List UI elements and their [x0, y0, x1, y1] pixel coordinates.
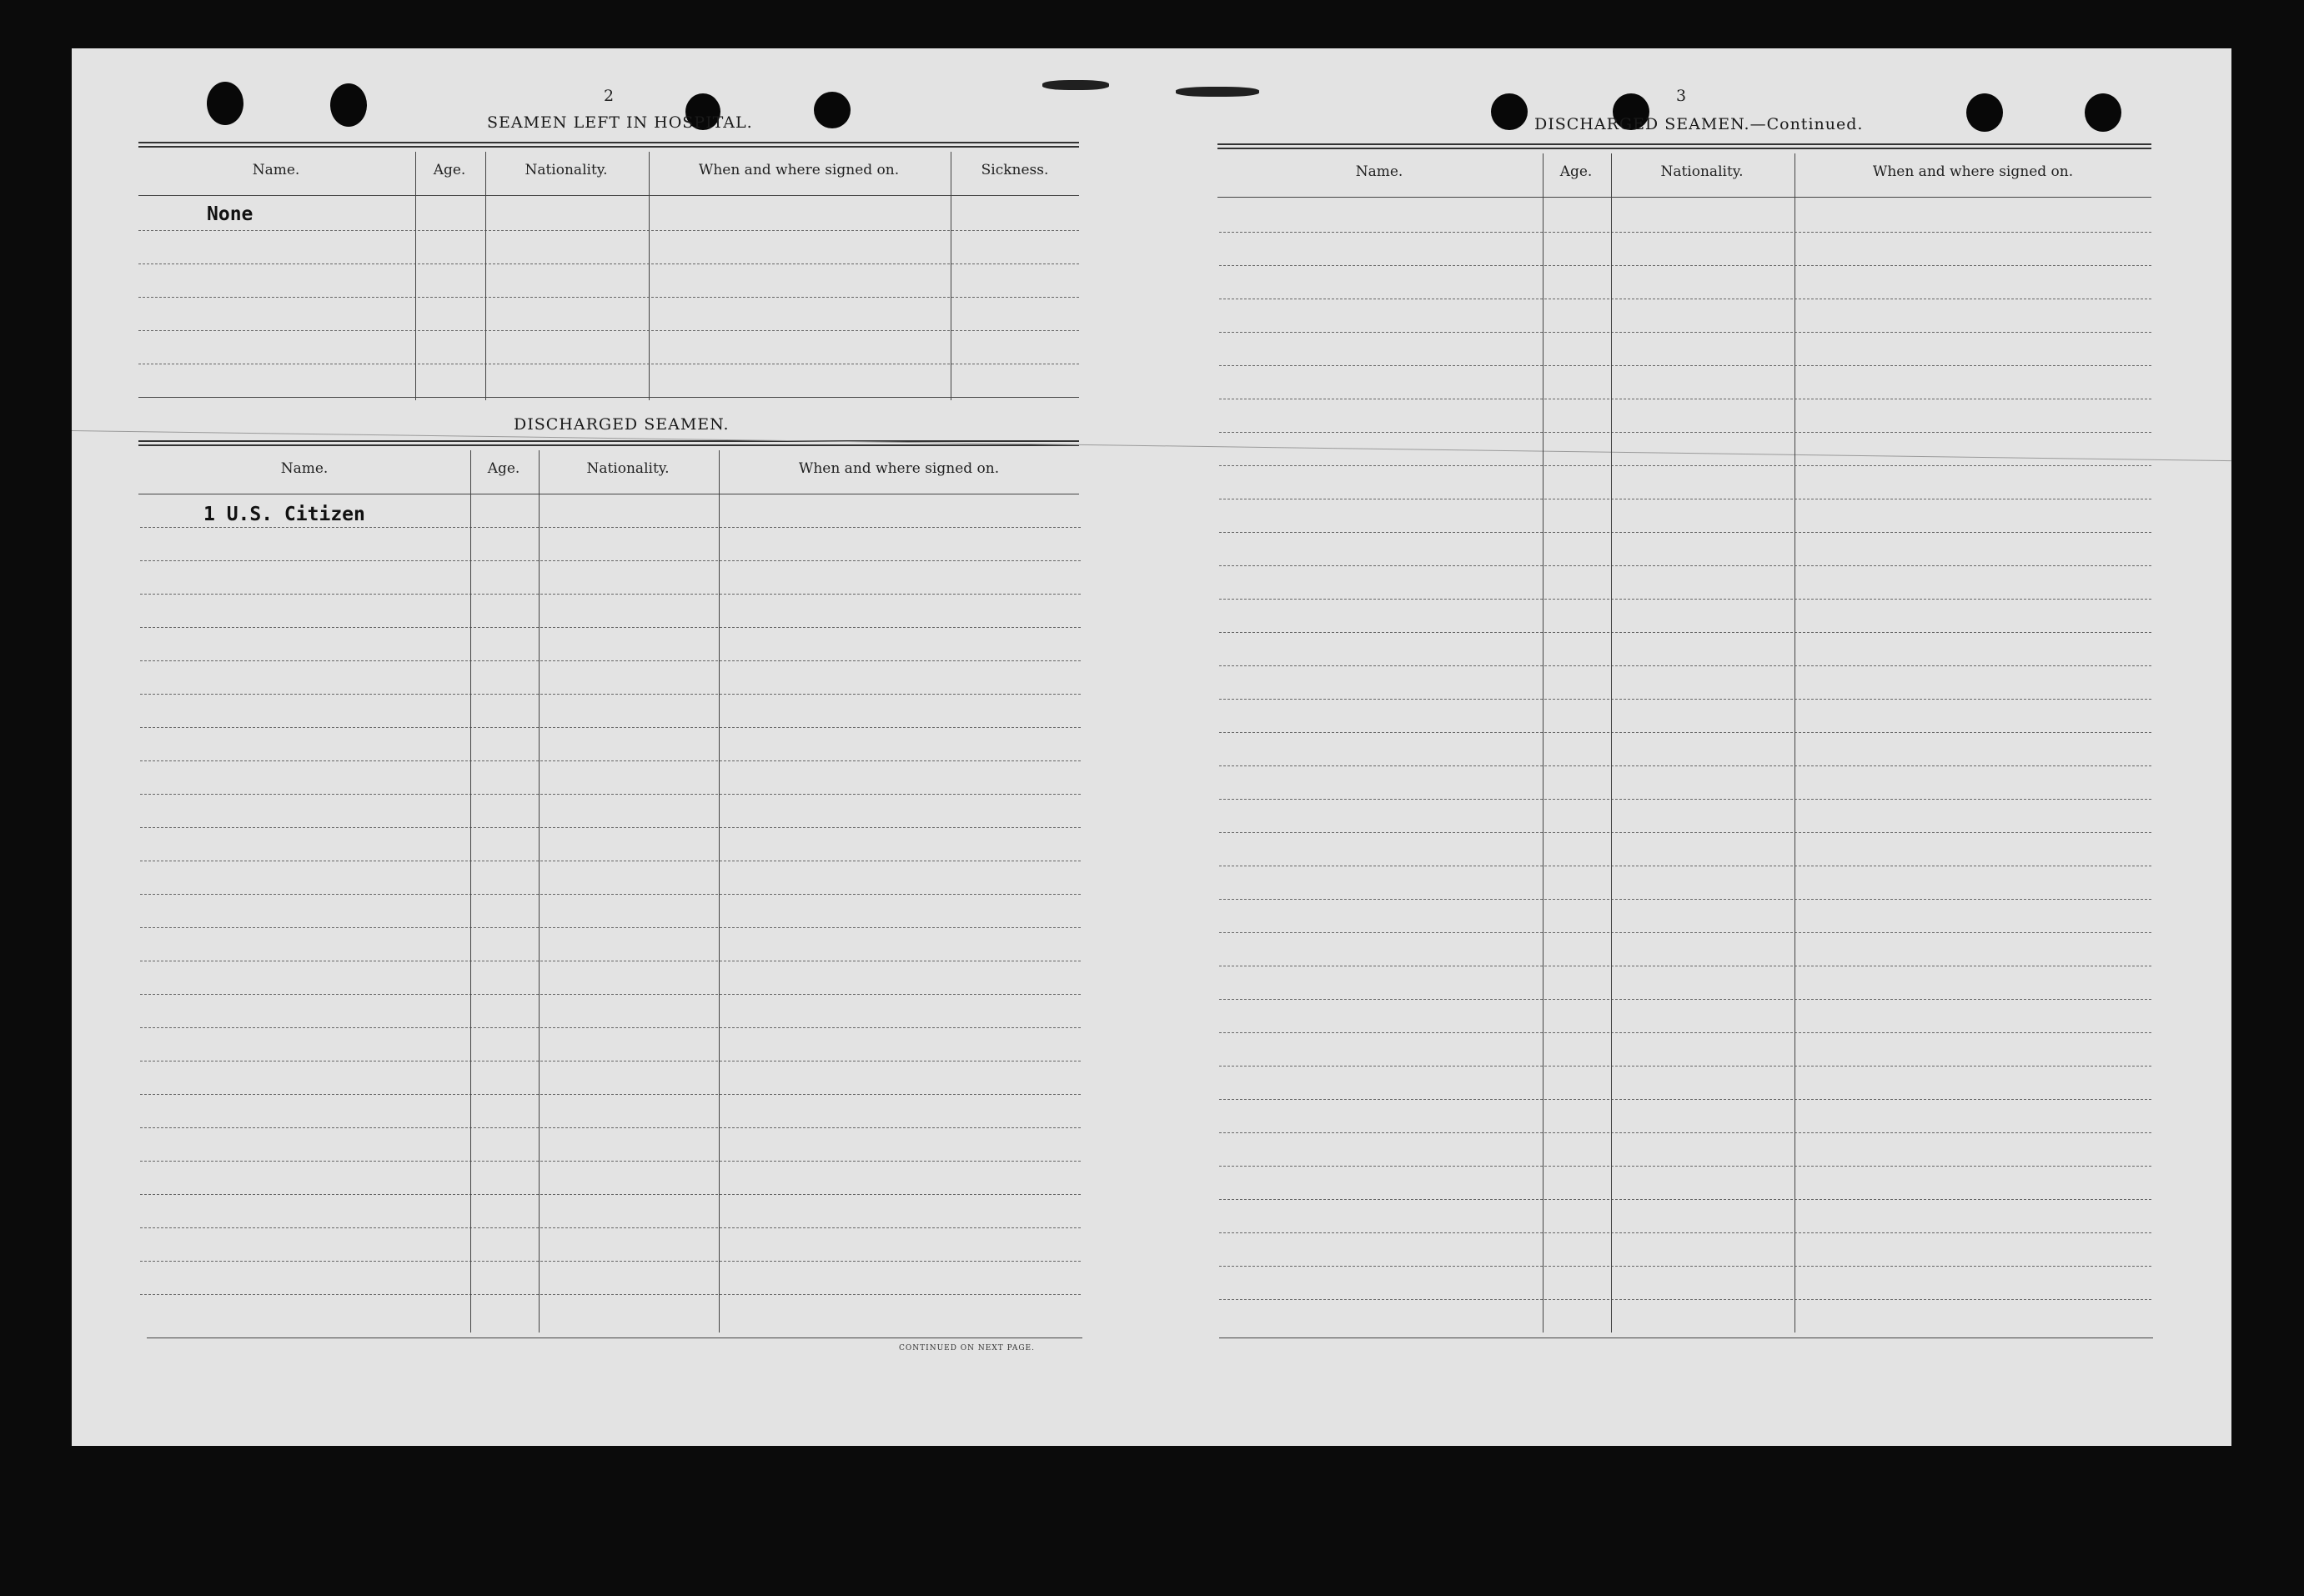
- row-rule: [1219, 565, 2151, 566]
- discharged-section-title: DISCHARGED SEAMEN.: [514, 415, 730, 434]
- ink-smudge: [1042, 80, 1109, 90]
- row-rule: [140, 1194, 1081, 1195]
- row-rule: [1219, 799, 2151, 800]
- right-section-title: DISCHARGED SEAMEN.—Continued.: [1534, 115, 1864, 133]
- punch-hole: [1966, 93, 2003, 132]
- column-divider: [539, 450, 540, 1333]
- hospital-bottom-rule: [138, 397, 1079, 398]
- right-col-signed-on: When and where signed on.: [1872, 163, 2074, 180]
- hospital-table-top-rule: [138, 142, 1079, 148]
- row-rule: [140, 1294, 1081, 1295]
- column-divider: [649, 152, 650, 400]
- row-rule: [138, 297, 1079, 298]
- row-rule: [140, 660, 1081, 661]
- row-rule: [1219, 432, 2151, 433]
- row-rule: [1219, 599, 2151, 600]
- discharged-col-signed-on: When and where signed on.: [798, 460, 1000, 477]
- row-rule: [1219, 1166, 2151, 1167]
- row-rule: [1219, 265, 2151, 266]
- row-rule: [1219, 999, 2151, 1000]
- continued-footer: CONTINUED ON NEXT PAGE.: [899, 1344, 1035, 1353]
- right-col-age: Age.: [1559, 163, 1593, 180]
- punch-hole: [330, 83, 367, 127]
- row-rule: [1219, 1032, 2151, 1033]
- hospital-section-title: SEAMEN LEFT IN HOSPITAL.: [487, 113, 753, 132]
- row-rule: [1219, 365, 2151, 366]
- right-header-rule: [1217, 197, 2151, 198]
- page-number-right: 3: [1676, 87, 1687, 105]
- column-divider: [1611, 153, 1612, 1333]
- discharged-col-age: Age.: [487, 460, 520, 477]
- hospital-col-sickness: Sickness.: [981, 162, 1049, 178]
- punch-hole: [1491, 93, 1528, 130]
- hospital-col-age: Age.: [433, 162, 466, 178]
- row-rule: [140, 927, 1081, 928]
- discharged-col-nationality: Nationality.: [586, 460, 670, 477]
- discharged-col-name: Name.: [280, 460, 329, 477]
- row-rule: [140, 1161, 1081, 1162]
- row-rule: [1219, 332, 2151, 333]
- row-rule: [1219, 532, 2151, 533]
- row-rule: [140, 827, 1081, 828]
- row-rule: [140, 527, 1081, 528]
- row-rule: [138, 330, 1079, 331]
- column-divider: [415, 152, 416, 400]
- right-col-nationality: Nationality.: [1660, 163, 1744, 180]
- row-rule: [138, 263, 1079, 264]
- row-rule: [1219, 632, 2151, 633]
- ledger-sheet: [72, 48, 2231, 1446]
- row-rule: [1219, 1266, 2151, 1267]
- row-rule: [140, 594, 1081, 595]
- column-divider: [719, 450, 720, 1333]
- row-rule: [140, 994, 1081, 995]
- hospital-col-nationality: Nationality.: [525, 162, 608, 178]
- row-rule: [1219, 699, 2151, 700]
- row-rule: [1219, 899, 2151, 900]
- ink-smudge: [1176, 87, 1259, 97]
- row-rule: [1219, 1299, 2151, 1300]
- row-rule: [140, 694, 1081, 695]
- row-rule: [1219, 232, 2151, 233]
- row-rule: [1219, 665, 2151, 666]
- discharged-entry: 1 U.S. Citizen: [203, 504, 365, 525]
- hospital-col-signed-on: When and where signed on.: [698, 162, 900, 178]
- row-rule: [140, 727, 1081, 728]
- row-rule: [140, 1127, 1081, 1128]
- hospital-header-rule: [138, 195, 1079, 196]
- row-rule: [140, 1094, 1081, 1095]
- row-rule: [1219, 832, 2151, 833]
- page-number-left: 2: [604, 87, 615, 105]
- row-rule: [1219, 1066, 2151, 1067]
- row-rule: [1219, 465, 2151, 466]
- column-divider: [1543, 153, 1544, 1333]
- row-rule: [1219, 1199, 2151, 1200]
- row-rule: [138, 230, 1079, 231]
- row-rule: [140, 1027, 1081, 1028]
- punch-hole: [207, 82, 243, 125]
- row-rule: [1219, 765, 2151, 766]
- hospital-entry: None: [207, 203, 253, 225]
- column-divider: [470, 450, 471, 1333]
- right-col-name: Name.: [1355, 163, 1403, 180]
- row-rule: [140, 1227, 1081, 1228]
- row-rule: [1219, 1232, 2151, 1233]
- hospital-col-name: Name.: [252, 162, 300, 178]
- row-rule: [1219, 1132, 2151, 1133]
- row-rule: [1219, 732, 2151, 733]
- row-rule: [1219, 1099, 2151, 1100]
- row-rule: [140, 894, 1081, 895]
- right-table-top-rule: [1217, 143, 2151, 149]
- column-divider: [485, 152, 486, 400]
- row-rule: [140, 760, 1081, 761]
- punch-hole: [2085, 93, 2121, 132]
- row-rule: [1219, 932, 2151, 933]
- row-rule: [140, 794, 1081, 795]
- row-rule: [140, 1261, 1081, 1262]
- punch-hole: [814, 92, 851, 128]
- row-rule: [140, 560, 1081, 561]
- row-rule: [140, 627, 1081, 628]
